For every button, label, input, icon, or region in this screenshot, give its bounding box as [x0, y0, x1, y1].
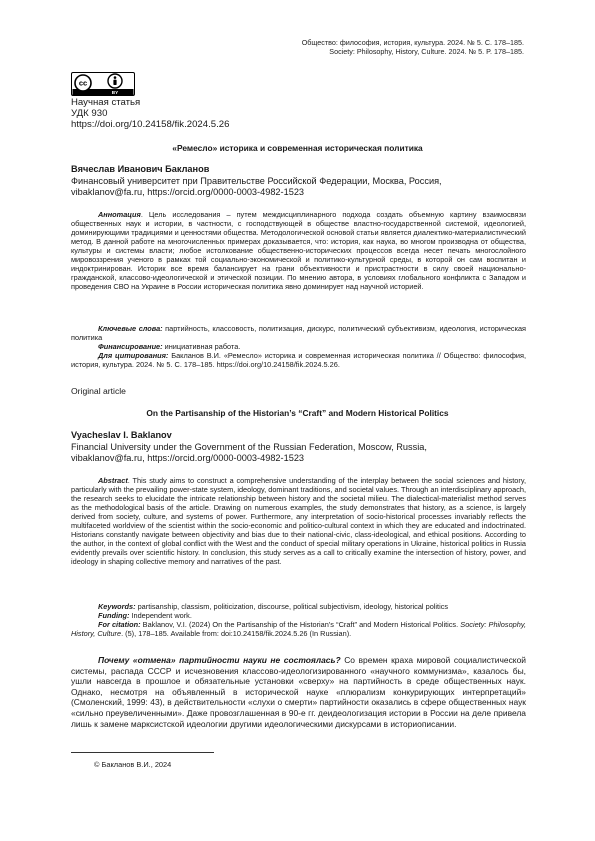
body-paragraph: [71, 655, 526, 729]
keywords-en: [71, 602, 526, 611]
article-type-en: Original article: [71, 386, 126, 396]
udc-code: УДК 930: [71, 108, 108, 119]
license-badge-text: BY: [111, 90, 119, 95]
funding-label-ru: Финансирование:: [98, 342, 163, 351]
citation-ru: [71, 351, 526, 369]
abstract-text-en: . This study aims to construct a comprehensive understanding of the interplay between the social sciences and history, particularly with the prevailing power-state system, ideology, dominant traditions, and societal values. Through an interdisciplinary approach, the research seeks to elucidate the intricate relationship between history and the societal milieu. The dialectical-materialist method serves as the methodological basis of the article. Drawing on numerous examples, the study demonstrates that history, as a science, is largely derived from society, culture, and systems of power. Furthermore, any interpretation of socio-historical processes invariably reflects the multifaceted worldview of the scientist within the socio-economic and politico-cultural context in which they are educated and indoctrinated. Historians constantly navigate between objectivity and bias due to their national-civic, class-ideological, and ethical positions. According to the author, in the context of global conflict with the West and the conduct of special military operations in Ukraine, historical politics in Russia evidently prevails over scientific history. In conclusion, this study serves as a call to critically examine the intersection of history, power, and ideology in shaping collective memory and narratives of the past.: [71, 476, 527, 567]
citation-journal-en: Society: Philosophy, History, Culture: [71, 620, 526, 639]
citation-tail-en: . (5), 178–185. Available from: doi:10.24158/fik.2024.5.26 (In Russian).: [121, 629, 352, 639]
abstract-en: [71, 476, 526, 566]
funding-text-ru: инициативная работа.: [162, 342, 241, 351]
header-line-en: Society: Philosophy, History, Culture. 2024. № 5. P. 178–185.: [329, 47, 524, 56]
abstract-label-en: Abstract: [98, 476, 128, 485]
contact-ru[interactable]: vibaklanov@fa.ru, https://orcid.org/0000-0003-4982-1523: [71, 187, 305, 197]
article-title-ru: «Ремесло» историка и современная историческая политика: [172, 143, 423, 153]
abstract-text-ru: . Цель исследования – путем междисциплинарного подхода создать объемную картину взаимосвязи общественных наук и истории, в частности, с господствующей в обществе властно-государственной системой, идеологией, доминирующими традициями и ценностями общества. Методологической основой статьи является диалектико-материалистический метод. В данной работе на многочисленных примерах доказывается, что: история, как наука, во многом производна от общества, культуры и системы власти; любое истолкование общественно-исторических процессов всегда несет печать многослойного мировоззрения ученого в рамках той социально-экономической и политико-культурной среды, в которой он сам воспитан и индоктринирован. Историк все время балансирует на грани объективности и пристрастности в силу своей национально-гражданской, классово-идеологической и этической позиции. По мнению автора, в условиях глобального конфликта с Западом и проведения СВО на Украине в России историческая политика явно доминирует над научной историей.: [71, 210, 526, 292]
article-meta: [71, 97, 229, 130]
citation-en: [71, 620, 526, 638]
keywords-text-ru: партийность, классовость, политизация, дискурс, политический субъективизм, идеология, историческая политика: [71, 324, 527, 343]
funding-label-en: Funding:: [98, 611, 130, 620]
author-block-ru: [71, 164, 442, 199]
keywords-ru: [71, 324, 526, 342]
citation-label-ru: Для цитирования:: [98, 351, 169, 360]
svg-text:cc: cc: [78, 78, 88, 88]
affiliation-en: Financial University under the Government of the Russian Federation, Moscow, Russia,: [71, 441, 427, 452]
journal-header: [302, 38, 524, 56]
author-name-en: Vyacheslav I. Baklanov: [71, 430, 172, 440]
abstract-ru: [71, 210, 526, 291]
citation-label-en: For citation:: [98, 620, 141, 629]
copyright-footnote: © Бакланов В.И., 2024: [94, 760, 172, 769]
funding-ru: [71, 342, 526, 351]
funding-text-en: Independent work.: [129, 611, 192, 620]
affiliation-ru: Финансовый университет при Правительстве Российской Федерации, Москва, Россия,: [71, 175, 442, 186]
article-type-ru: Научная статья: [71, 97, 141, 108]
article-title-en: On the Partisanship of the Historian’s “Craft” and Modern Historical Politics: [146, 408, 449, 418]
cc-by-icon[interactable]: [71, 72, 135, 96]
section-lead: Почему «отмена» партийности науки не состоялась?: [98, 655, 341, 665]
citation-text-ru: Бакланов В.И. «Ремесло» историка и современная историческая политика // Общество: философия, история, культура. 2024. № 5. С. 178–185. https://doi.org/10.24158/fik.2024.5.26.: [71, 351, 526, 370]
keywords-label-ru: Ключевые слова:: [98, 324, 163, 333]
citation-text-en: Baklanov, V.I. (2024) On the Partisanship of the Historian’s “Craft” and Modern Historical Politics.: [140, 620, 461, 629]
body-text: Со времен краха мировой социалистической системы, распада СССР и исчезновения классово-идеологизированного «научного коммунизма», казалось бы, ушли навсегда в прошлое и обязательные установки «сверху» на партийность в среде общественных наук. Однако, несмотря на объявленный в исторической науке «плюрализм конкурирующих интерпретаций» (Смоленский, 1999: 43), в действительности «слухи о смерти» партийности оказались в сфере общественных наук «сильно преувеличенными». Даже провозглашенная в 90-е гг. деидеологизация истории в России на деле привела лишь к замене марксистской идеологии другими идеологическими дискурсами в историописании.: [71, 655, 526, 729]
author-block-en: [71, 430, 427, 465]
keywords-text-en: partisanship, classism, politicization, discourse, political subjectivism, ideology, historical politics: [135, 602, 449, 611]
abstract-label-ru: Аннотация: [98, 210, 141, 219]
doi-link[interactable]: https://doi.org/10.24158/fik.2024.5.26: [71, 119, 230, 130]
author-name-ru: Вячеслав Иванович Бакланов: [71, 164, 210, 174]
footnote-divider: [71, 752, 214, 753]
keywords-label-en: Keywords:: [98, 602, 136, 611]
contact-en[interactable]: vibaklanov@fa.ru, https://orcid.org/0000-0003-4982-1523: [71, 453, 305, 463]
funding-en: [71, 611, 526, 620]
header-line-ru: Общество: философия, история, культура. 2024. № 5. С. 178–185.: [301, 38, 524, 47]
